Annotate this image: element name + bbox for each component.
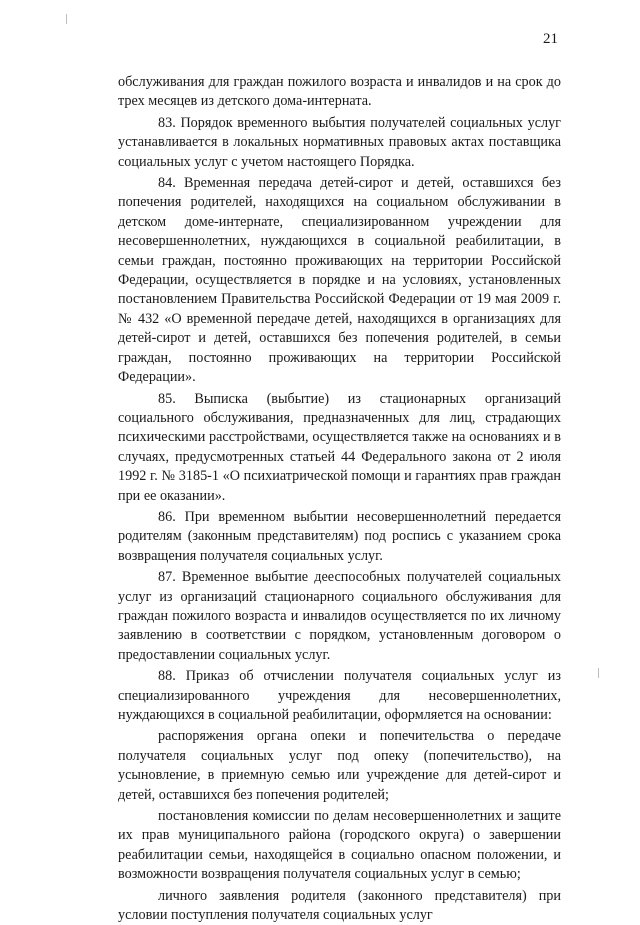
- list-item-commission: постановления комиссии по делам несовершеннолетних и защите их прав муниципального района (городского округа) о завершении реабилитации семьи, находящейся в социально опасном положении, и возможности возвращения получателя социальных услуг в семью;: [118, 808, 561, 883]
- document-body: [118, 73, 561, 925]
- paragraph-84: 84. Временная передача детей-сирот и детей, оставшихся без попечения родителей, находящихся на социальном обслуживании в детском доме-интернате, специализированном учреждении для несовершеннолетних, нуждающихся в социальной реабилитации, в семьи граждан, постоянно проживающих на территории Российской Федерации, осуществляется в порядке и на условиях, установленных постановлением Правительства Российской Федерации от 19 мая 2009 г. № 432 «О временной передаче детей, находящихся в организациях для детей-сирот и детей, оставшихся без попечения родителей, в семьи граждан, постоянно проживающих на территории Российской Федерации».: [118, 175, 561, 386]
- list-item-guardianship: распоряжения органа опеки и попечительства о передаче получателя социальных услуг под опеку (попечительство), на усыновление, в приемную семью или учреждение для детей-сирот и детей, оставшихся без попечения родителей;: [118, 728, 561, 803]
- scan-artifact: [598, 668, 599, 678]
- paragraph-86: 86. При временном выбытии несовершеннолетний передается родителям (законным представителям) под роспись с указанием срока возвращения получателя социальных услуг.: [118, 508, 561, 564]
- paragraph-88: 88. Приказ об отчислении получателя социальных услуг из специализированного учреждения для несовершеннолетних, нуждающихся в социальной реабилитации, оформляется на основании:: [118, 668, 561, 723]
- list-item-parent-statement: личного заявления родителя (законного представителя) при условии поступления получателя социальных услуг: [118, 887, 561, 924]
- paragraph-continuation: обслуживания для граждан пожилого возраста и инвалидов и на срок до трех месяцев из детского дома-интерната.: [118, 74, 561, 110]
- paragraph-87: 87. Временное выбытие дееспособных получателей социальных услуг из организаций стационарного социального обслуживания для граждан пожилого возраста и инвалидов осуществляется по их личному заявлению в соответствии с порядком, установленным договором о предоставлении социальных услуг.: [118, 569, 561, 663]
- scan-artifact: [66, 14, 67, 24]
- paragraph-85: 85. Выписка (выбытие) из стационарных организаций социального обслуживания, предназначенных для лиц, страдающих психическими расстройствами, осуществляется также на основаниях и в случаях, предусмотренных статьей 44 Федерального закона от 2 июля 1992 г. № 3185-1 «О психиатрической помощи и гарантиях прав граждан при ее оказании».: [118, 390, 561, 504]
- paragraph-83: 83. Порядок временного выбытия получателей социальных услуг устанавливается в локальных нормативных правовых актах поставщика социальных услуг с учетом настоящего Порядка.: [118, 114, 561, 170]
- page-number: 21: [543, 31, 558, 47]
